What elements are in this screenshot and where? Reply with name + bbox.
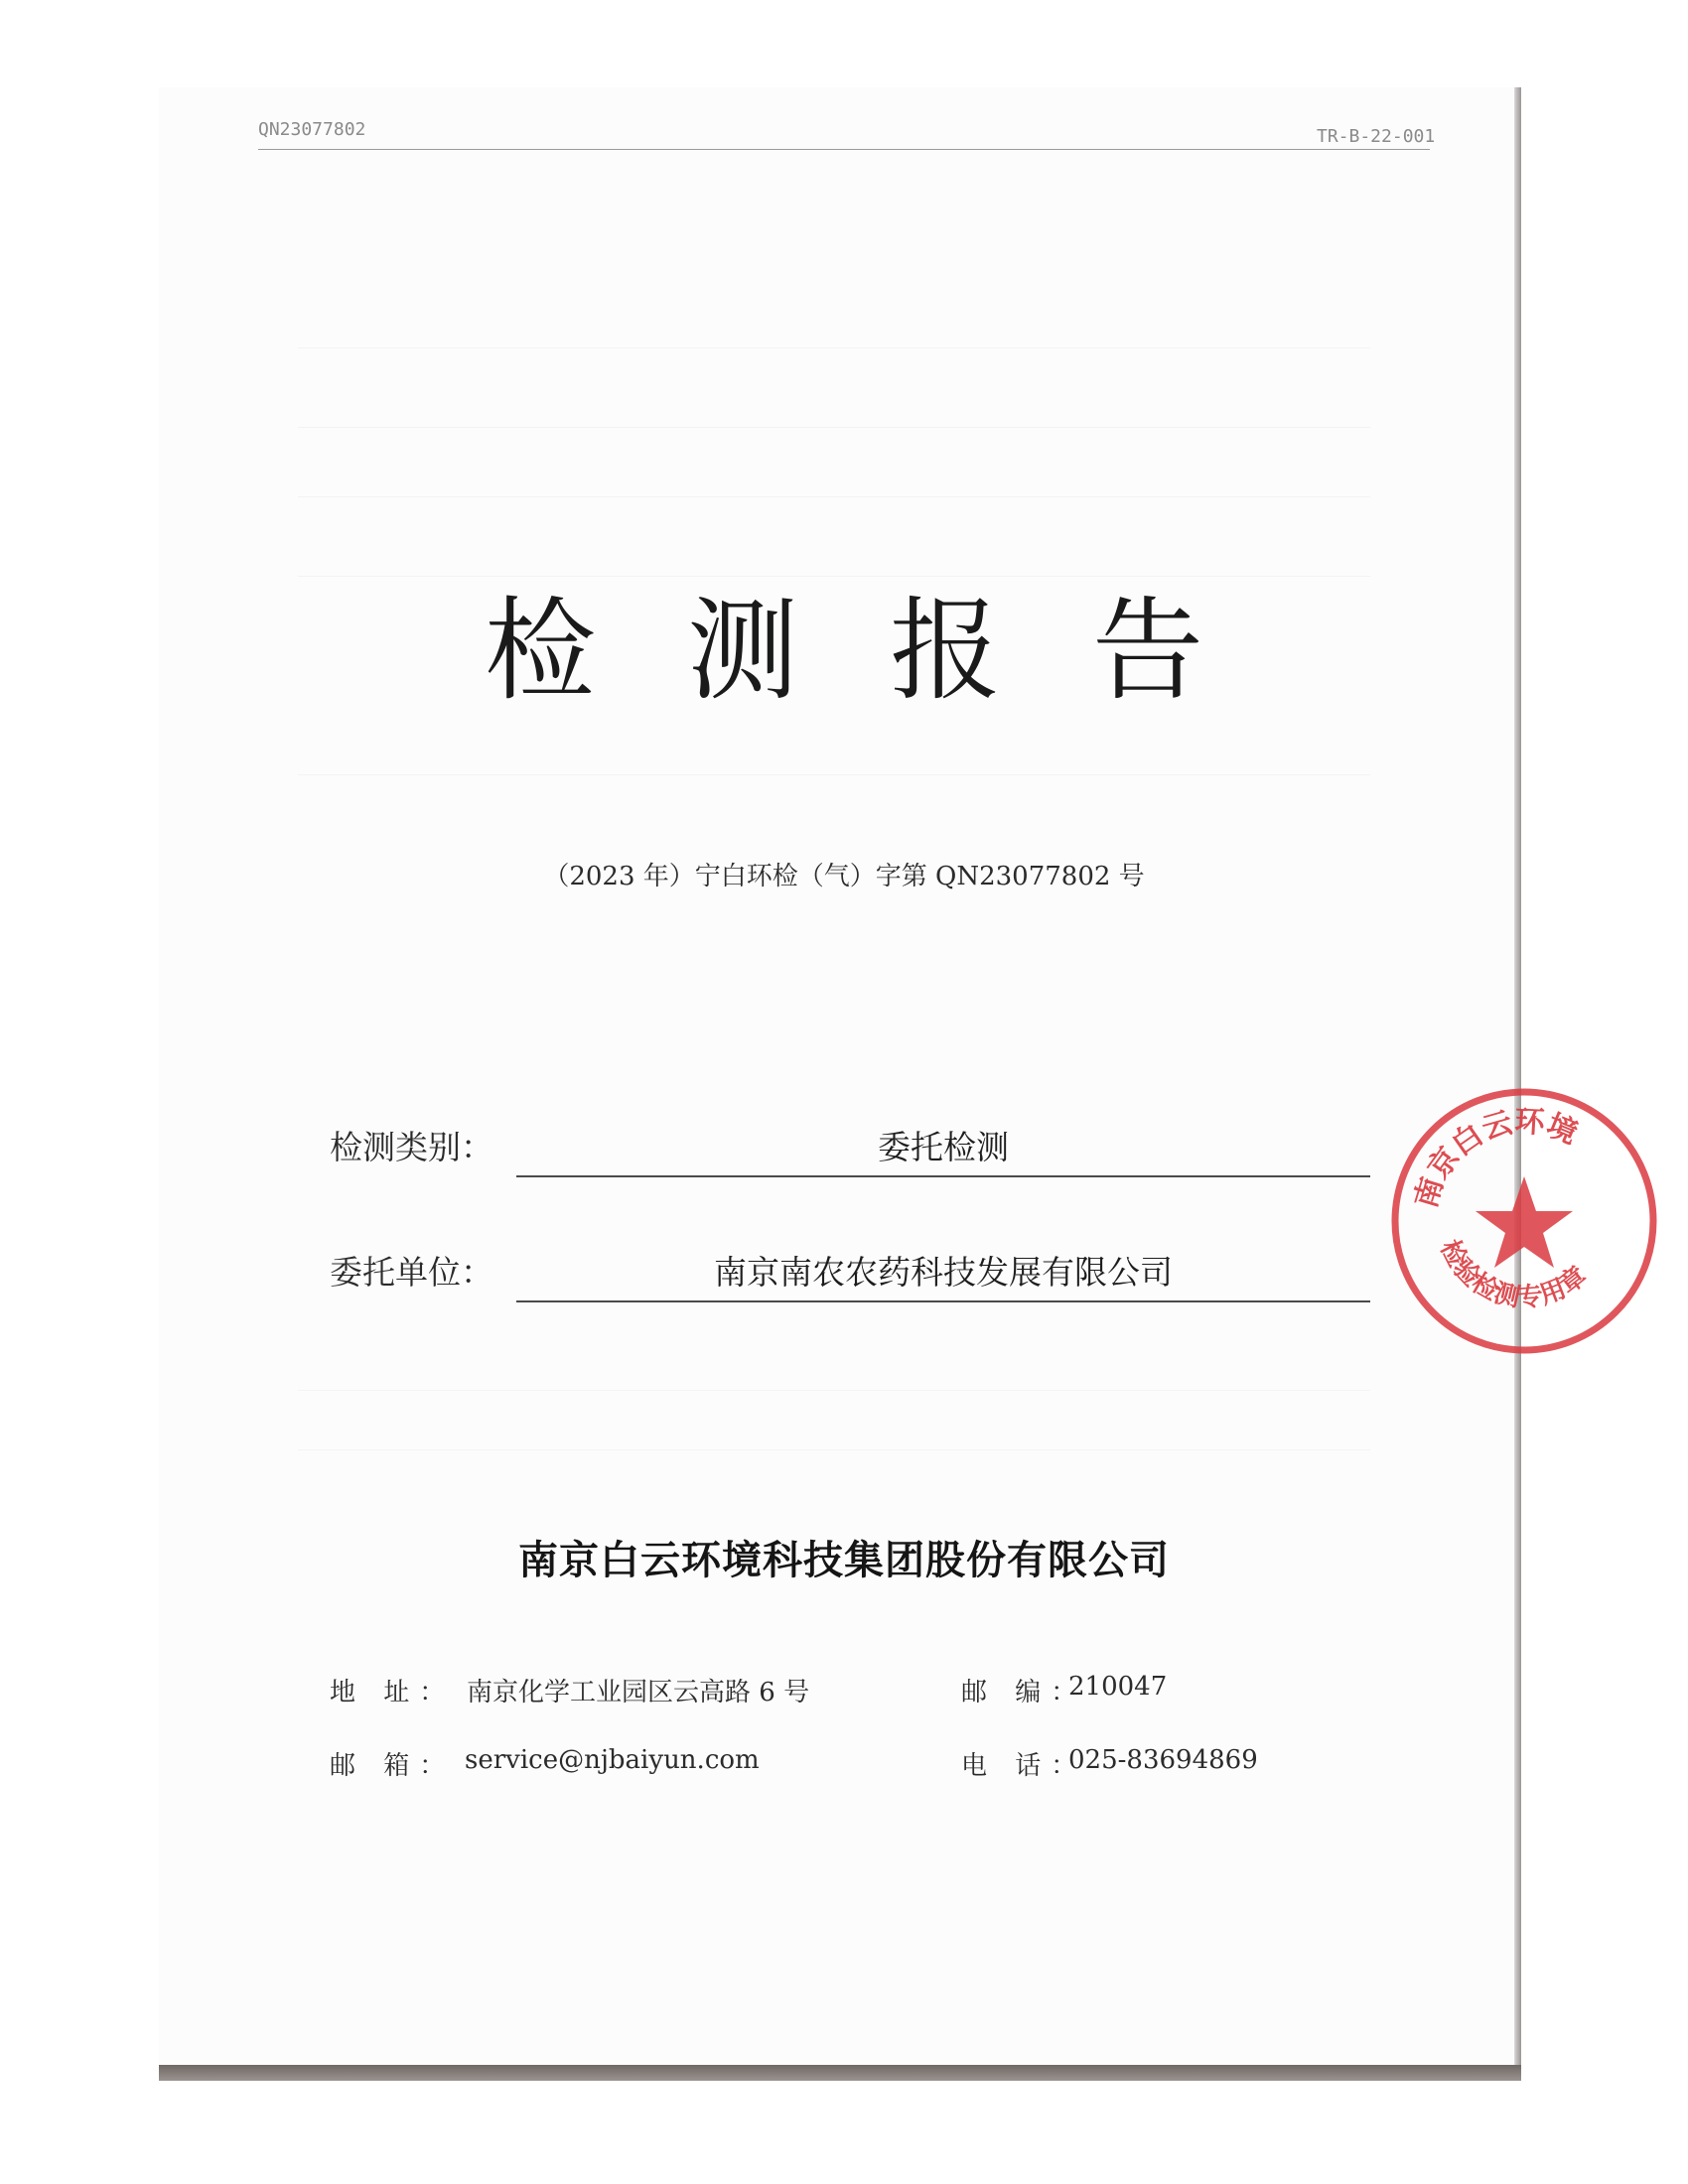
test-type-underline	[516, 1175, 1370, 1177]
email-label: 邮 箱：	[330, 1751, 456, 1781]
client-underline	[516, 1300, 1370, 1302]
email-value: service@njbaiyun.com	[465, 1745, 760, 1775]
bleed-through-line	[298, 347, 1370, 348]
seal-top-text: 南京白云环境	[1408, 1104, 1583, 1212]
inspection-seal	[1380, 1072, 1594, 1360]
client-value: 南京南农农药科技发展有限公司	[714, 1253, 1173, 1292]
postcode-value: 210047	[1068, 1672, 1168, 1702]
bleed-through-line	[298, 1390, 1370, 1391]
bleed-through-line	[298, 774, 1370, 775]
test-type-value: 委托检测	[878, 1128, 1009, 1166]
test-type-label: 检测类别：	[330, 1128, 493, 1166]
phone-value: 025-83694869	[1068, 1745, 1258, 1775]
seal-star-icon	[1476, 1176, 1573, 1268]
seal-stamp-icon	[1380, 1072, 1668, 1360]
report-number: （2023 年）宁白环检（气）字第 QN23077802 号	[543, 862, 1145, 891]
header-doc-code-left: QN23077802	[258, 119, 366, 140]
page-bottom-edge	[159, 2065, 1521, 2081]
bleed-through-line	[298, 496, 1370, 497]
bleed-through-line	[298, 427, 1370, 428]
svg-text:南京白云环境	[1409, 1104, 1583, 1211]
address-value: 南京化学工业园区云高路 6 号	[467, 1678, 810, 1707]
report-title: 检测报告	[485, 587, 1295, 716]
bleed-through-line	[298, 1449, 1370, 1450]
header-doc-code-right: TR-B-22-001	[1317, 126, 1436, 147]
address-label: 地 址：	[330, 1678, 456, 1707]
bleed-through-line	[298, 576, 1370, 577]
issuing-company: 南京白云环境科技集团股份有限公司	[518, 1538, 1170, 1583]
phone-label: 电 话：	[961, 1751, 1087, 1781]
postcode-label: 邮 编：	[961, 1678, 1087, 1707]
client-label: 委托单位：	[330, 1253, 493, 1292]
seal-bottom-text: 检验检测专用章	[1434, 1235, 1594, 1313]
header-rule	[258, 149, 1430, 150]
